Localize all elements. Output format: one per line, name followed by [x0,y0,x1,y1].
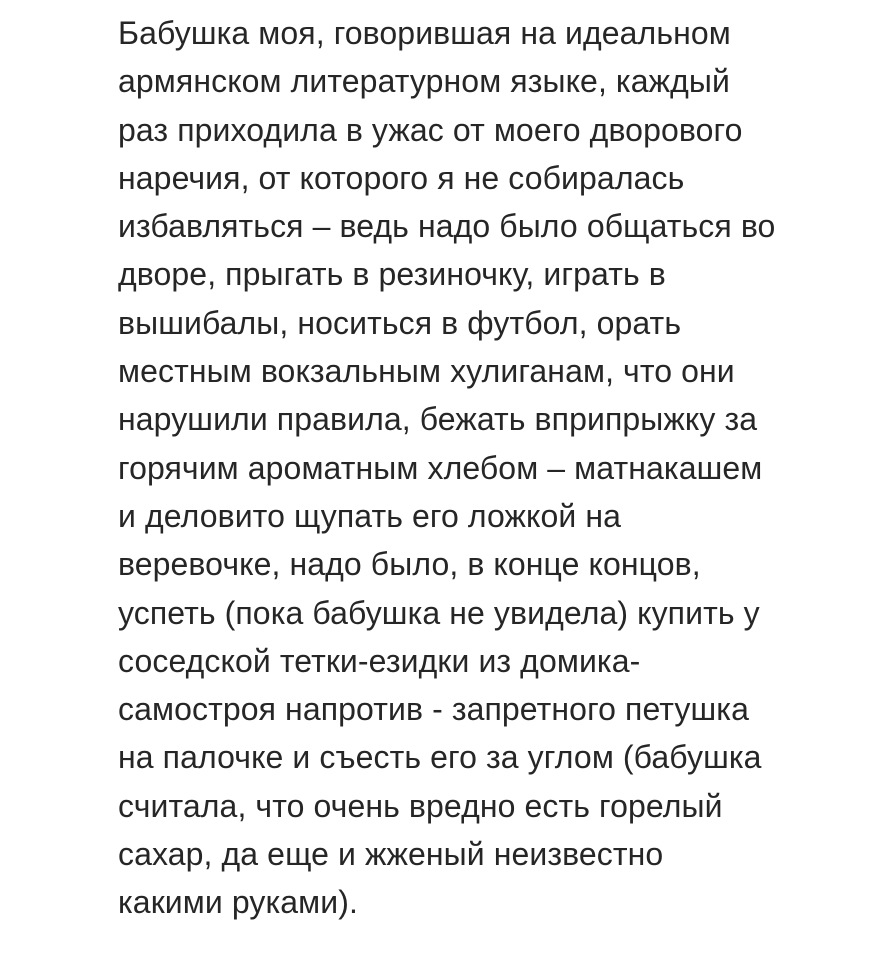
text-line: успеть (пока бабушка не увидела) купить у [118,594,760,631]
text-line: армянском литературном языке, каждый [118,63,730,100]
text-line: Бабушка моя, говорившая на идеальном [118,15,731,51]
text-line: горячим ароматным хлебом – матнакашем [118,449,763,486]
text-line: и деловито щупать его ложкой на [118,497,622,534]
text-line: на палочке и съесть его за углом (бабушка [118,739,762,776]
text-line: самостроя напротив - запретного петушка [118,691,749,728]
article-paragraph [118,9,894,927]
text-line: наречия, от которого я не собиралась [118,159,685,196]
text-line: избавляться – ведь надо было общаться во [118,208,776,245]
text-line: раз приходила в ужас от моего дворового [118,111,743,148]
text-line: считала, что очень вредно есть горелый [118,787,723,824]
text-line: вышибалы, носиться в футбол, орать [118,304,682,341]
text-line: веревочке, надо было, в конце концов, [118,546,701,583]
text-line: какими руками). [118,884,358,921]
text-line: местным вокзальным хулиганам, что они [118,353,735,390]
text-line: нарушили правила, бежать вприпрыжку за [118,401,758,438]
text-line: соседской тетки-езидки из домика- [118,642,641,679]
text-line: дворе, прыгать в резиночку, играть в [118,256,666,293]
text-line: сахар, да еще и жженый неизвестно [118,836,664,873]
